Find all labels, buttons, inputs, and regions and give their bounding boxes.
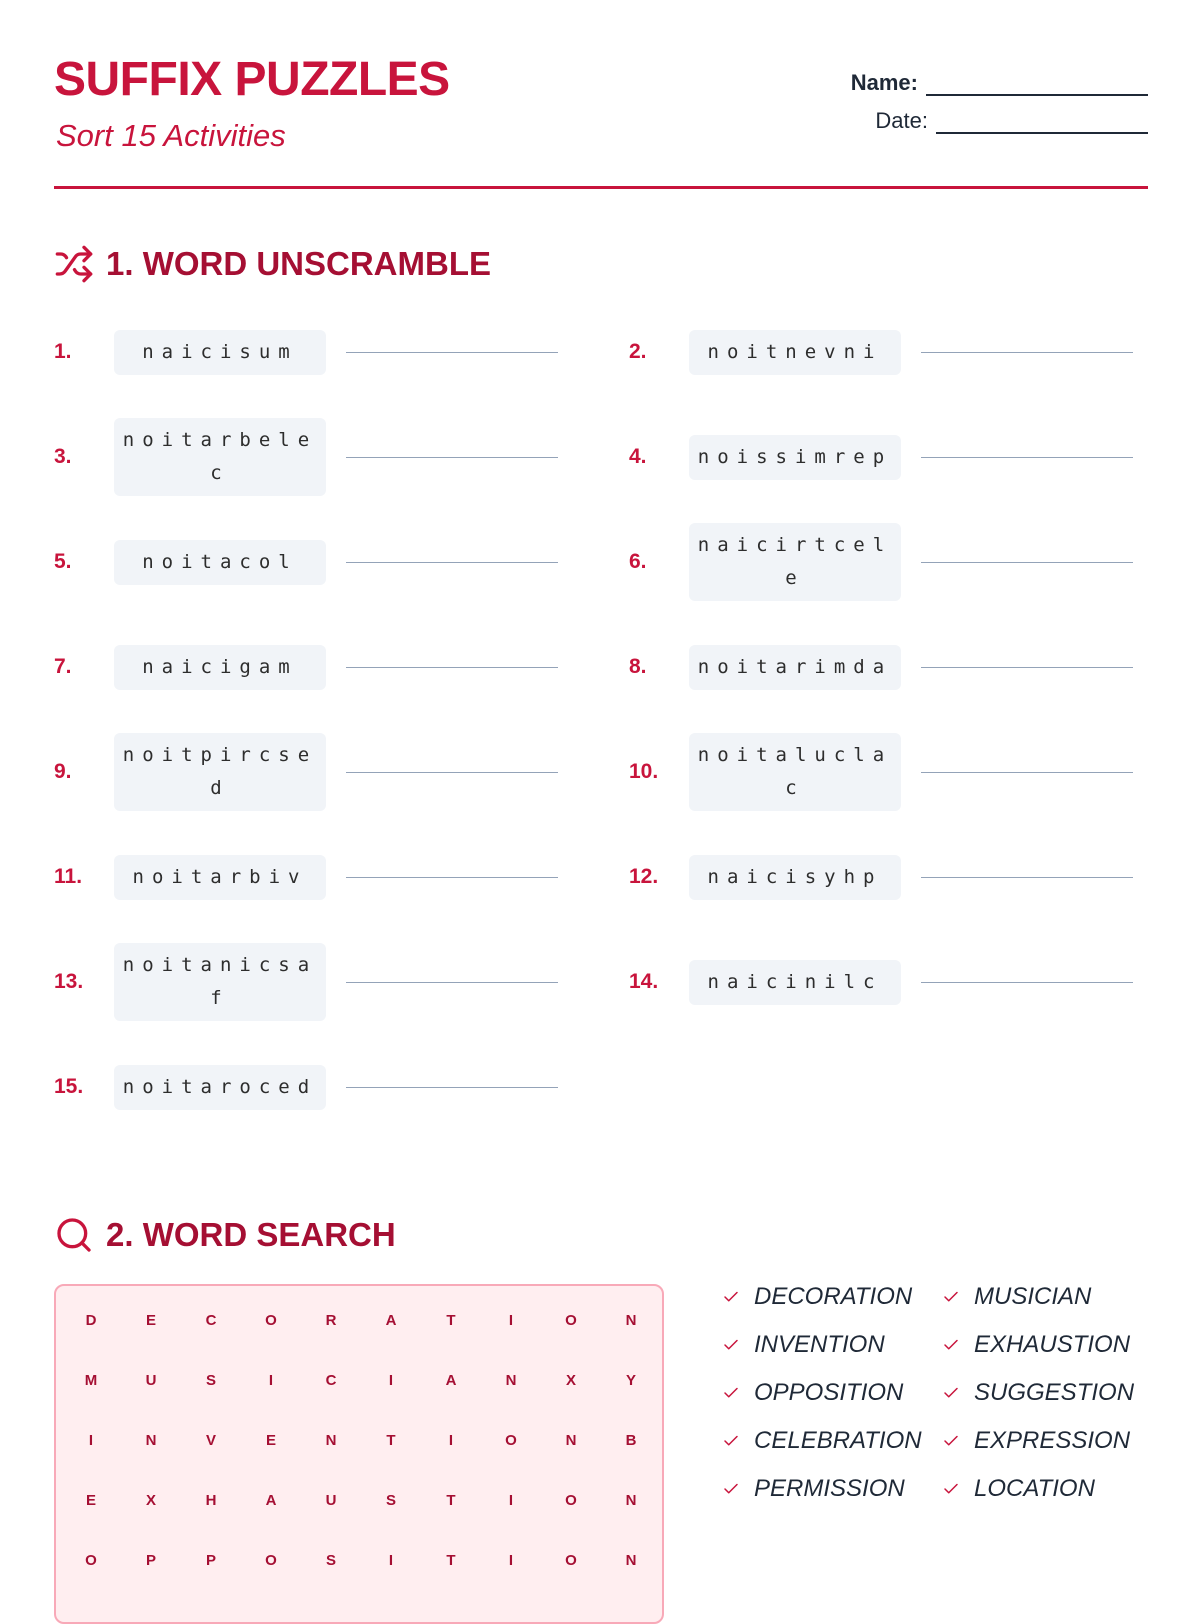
unscramble-item	[629, 837, 1133, 917]
grid-cell[interactable]: A	[445, 1372, 457, 1389]
item-number: 12.	[629, 865, 659, 888]
item-number: 14.	[629, 970, 659, 993]
unscramble-item	[54, 627, 558, 707]
scrambled-letters-box	[114, 733, 326, 811]
scrambled-letters: noitnevni	[707, 340, 883, 363]
scrambled-letters: noitarbiv	[132, 865, 308, 888]
grid-cell[interactable]: I	[388, 1552, 394, 1569]
grid-cell[interactable]: I	[508, 1552, 514, 1569]
grid-cell[interactable]: N	[325, 1432, 337, 1449]
scrambled-letters-box	[114, 943, 326, 1021]
grid-cell[interactable]: M	[84, 1372, 98, 1389]
grid-cell[interactable]: T	[386, 1432, 396, 1449]
scrambled-letters: noitarimda	[697, 655, 893, 678]
grid-cell[interactable]: R	[325, 1312, 337, 1329]
scrambled-letters-box	[114, 1065, 326, 1110]
grid-cell[interactable]: S	[205, 1372, 216, 1389]
scrambled-letters: naicinilc	[707, 970, 883, 993]
student-info	[808, 70, 1148, 146]
grid-cell[interactable]: O	[565, 1552, 577, 1569]
word-list-item	[722, 1283, 942, 1311]
grid-cell[interactable]: H	[205, 1492, 217, 1509]
check-icon	[942, 1384, 960, 1402]
scrambled-letters-box	[114, 540, 326, 585]
scrambled-letters: noissimrep	[697, 445, 893, 468]
wordsearch-heading	[54, 1215, 396, 1255]
unscramble-item	[629, 942, 1133, 1022]
unscramble-item	[629, 732, 1133, 812]
page-subtitle: Sort 15 Activities	[56, 118, 286, 153]
item-number: 15.	[54, 1075, 84, 1098]
grid-cell[interactable]: C	[205, 1312, 217, 1329]
grid-cell[interactable]: E	[85, 1492, 96, 1509]
grid-cell[interactable]: T	[446, 1552, 456, 1569]
item-number: 8.	[629, 655, 647, 678]
scrambled-letters-box	[114, 418, 326, 496]
check-icon	[942, 1432, 960, 1450]
answer-line[interactable]	[346, 982, 558, 983]
word-text: LOCATION	[974, 1475, 1095, 1502]
word-list-item	[942, 1331, 1142, 1359]
grid-cell[interactable]: E	[265, 1432, 276, 1449]
word-list-item	[722, 1475, 942, 1503]
grid-cell[interactable]: T	[446, 1312, 456, 1329]
grid-cell[interactable]: V	[205, 1432, 216, 1449]
scrambled-letters-box	[689, 733, 901, 811]
word-text: PERMISSION	[754, 1475, 905, 1502]
search-icon	[54, 1215, 94, 1255]
scrambled-letters-box	[689, 330, 901, 375]
grid-cell[interactable]: I	[508, 1492, 514, 1509]
answer-line[interactable]	[346, 352, 558, 353]
grid-cell[interactable]: A	[385, 1312, 397, 1329]
answer-line[interactable]	[346, 772, 558, 773]
scrambled-letters: noitaroced	[122, 1075, 318, 1098]
grid-cell[interactable]: N	[145, 1432, 157, 1449]
word-list-item	[942, 1283, 1142, 1311]
grid-cell[interactable]: O	[265, 1312, 277, 1329]
check-icon	[722, 1480, 740, 1498]
date-field[interactable]	[936, 112, 1148, 134]
worksheet-page	[54, 0, 1148, 1600]
word-list-item	[722, 1379, 942, 1407]
unscramble-item	[54, 417, 558, 497]
grid-cell[interactable]: I	[448, 1432, 454, 1449]
answer-line[interactable]	[921, 877, 1133, 878]
word-list-item	[942, 1427, 1142, 1455]
item-number: 11.	[54, 865, 83, 888]
answer-line[interactable]	[921, 352, 1133, 353]
scrambled-letters-box	[689, 960, 901, 1005]
answer-line[interactable]	[346, 1087, 558, 1088]
answer-line[interactable]	[921, 457, 1133, 458]
grid-cell[interactable]: N	[625, 1492, 637, 1509]
scrambled-letters-box	[114, 645, 326, 690]
answer-line[interactable]	[921, 982, 1133, 983]
unscramble-item	[629, 312, 1133, 392]
scrambled-letters-box	[114, 855, 326, 900]
item-number: 6.	[629, 550, 647, 573]
word-list-item	[722, 1427, 942, 1455]
date-label: Date:	[875, 108, 928, 133]
answer-line[interactable]	[346, 667, 558, 668]
answer-line[interactable]	[346, 877, 558, 878]
answer-line[interactable]	[921, 562, 1133, 563]
word-list-item	[942, 1379, 1142, 1407]
shuffle-icon	[54, 244, 94, 284]
grid-cell[interactable]: N	[625, 1552, 637, 1569]
wordsearch-title: 2. WORD SEARCH	[106, 1216, 396, 1253]
grid-cell[interactable]: O	[85, 1552, 97, 1569]
word-text: EXPRESSION	[974, 1427, 1131, 1454]
scrambled-letters-box	[114, 330, 326, 375]
unscramble-item	[54, 942, 558, 1022]
unscramble-item	[54, 732, 558, 812]
word-list	[722, 1283, 1148, 1503]
scrambled-letters: naicigam	[142, 655, 298, 678]
grid-cell[interactable]: O	[265, 1552, 277, 1569]
scrambled-letters: noitanicsaf	[122, 954, 318, 1009]
unscramble-item	[629, 627, 1133, 707]
item-number: 13.	[54, 970, 84, 993]
grid-cell[interactable]: T	[446, 1492, 456, 1509]
item-number: 4.	[629, 445, 647, 468]
grid-cell[interactable]: S	[325, 1552, 336, 1569]
grid-cell[interactable]: U	[145, 1372, 157, 1389]
scrambled-letters: naicisum	[142, 340, 298, 363]
grid-cell[interactable]: N	[565, 1432, 577, 1449]
item-number: 2.	[629, 340, 647, 363]
check-icon	[942, 1288, 960, 1306]
scrambled-letters-box	[689, 645, 901, 690]
scrambled-letters: noitaluclac	[697, 744, 893, 799]
name-field[interactable]	[926, 74, 1148, 96]
unscramble-item	[54, 1047, 558, 1127]
date-row	[808, 108, 1148, 134]
scrambled-letters: noitpircsed	[122, 744, 318, 799]
grid-cell[interactable]: O	[565, 1492, 577, 1509]
scrambled-letters: naicisyhp	[707, 865, 883, 888]
word-text: DECORATION	[754, 1283, 913, 1310]
grid-cell[interactable]: A	[265, 1492, 277, 1509]
grid-cell[interactable]: P	[145, 1552, 156, 1569]
check-icon	[942, 1336, 960, 1354]
check-icon	[722, 1432, 740, 1450]
header-divider	[54, 186, 1148, 189]
word-text: CELEBRATION	[754, 1427, 922, 1454]
grid-cell[interactable]: I	[268, 1372, 274, 1389]
grid-cell[interactable]: U	[325, 1492, 337, 1509]
unscramble-item	[629, 417, 1133, 497]
answer-line[interactable]	[921, 667, 1133, 668]
item-number: 10.	[629, 760, 659, 783]
unscramble-item	[629, 522, 1133, 602]
scrambled-letters-box	[689, 523, 901, 601]
grid-cell[interactable]: Y	[625, 1372, 636, 1389]
item-number: 7.	[54, 655, 72, 678]
grid-cell[interactable]: D	[85, 1312, 97, 1329]
word-list-item	[722, 1331, 942, 1359]
word-text: INVENTION	[754, 1331, 885, 1358]
answer-line[interactable]	[346, 562, 558, 563]
grid-cell[interactable]: I	[508, 1312, 514, 1329]
grid-cell[interactable]: I	[88, 1432, 94, 1449]
unscramble-item	[54, 837, 558, 917]
word-text: OPPOSITION	[754, 1379, 904, 1406]
item-number: 5.	[54, 550, 72, 573]
item-number: 9.	[54, 760, 72, 783]
unscramble-item	[54, 312, 558, 392]
name-label: Name:	[850, 70, 918, 95]
unscramble-title: 1. WORD UNSCRAMBLE	[106, 245, 491, 282]
page-title: SUFFIX PUZZLES	[54, 53, 450, 106]
answer-line[interactable]	[921, 772, 1133, 773]
scrambled-letters: noitarbelec	[122, 429, 318, 484]
unscramble-item	[54, 522, 558, 602]
grid-cell[interactable]: N	[505, 1372, 517, 1389]
scrambled-letters: noitacol	[142, 550, 298, 573]
grid-cell[interactable]: S	[385, 1492, 396, 1509]
answer-line[interactable]	[346, 457, 558, 458]
wordsearch-grid	[54, 1284, 664, 1624]
grid-cell[interactable]: I	[388, 1372, 394, 1389]
word-text: SUGGESTION	[974, 1379, 1135, 1406]
scrambled-letters-box	[689, 855, 901, 900]
grid-cell[interactable]: O	[565, 1312, 577, 1329]
name-row	[808, 70, 1148, 96]
scrambled-letters-box	[689, 435, 901, 480]
item-number: 3.	[54, 445, 72, 468]
grid-cell[interactable]: N	[625, 1312, 637, 1329]
check-icon	[942, 1480, 960, 1498]
check-icon	[722, 1336, 740, 1354]
word-text: EXHAUSTION	[974, 1331, 1131, 1358]
grid-cell[interactable]: O	[505, 1432, 517, 1449]
grid-cell[interactable]: X	[145, 1492, 156, 1509]
check-icon	[722, 1288, 740, 1306]
item-number: 1.	[54, 340, 72, 363]
word-list-item	[942, 1475, 1142, 1503]
unscramble-heading	[54, 244, 491, 284]
grid-cell[interactable]: X	[565, 1372, 576, 1389]
check-icon	[722, 1384, 740, 1402]
word-text: MUSICIAN	[974, 1283, 1092, 1310]
scrambled-letters: naicirtcele	[697, 534, 893, 589]
grid-cell[interactable]: B	[625, 1432, 637, 1449]
grid-cell[interactable]: E	[145, 1312, 156, 1329]
grid-cell[interactable]: P	[205, 1552, 216, 1569]
grid-cell[interactable]: C	[325, 1372, 337, 1389]
